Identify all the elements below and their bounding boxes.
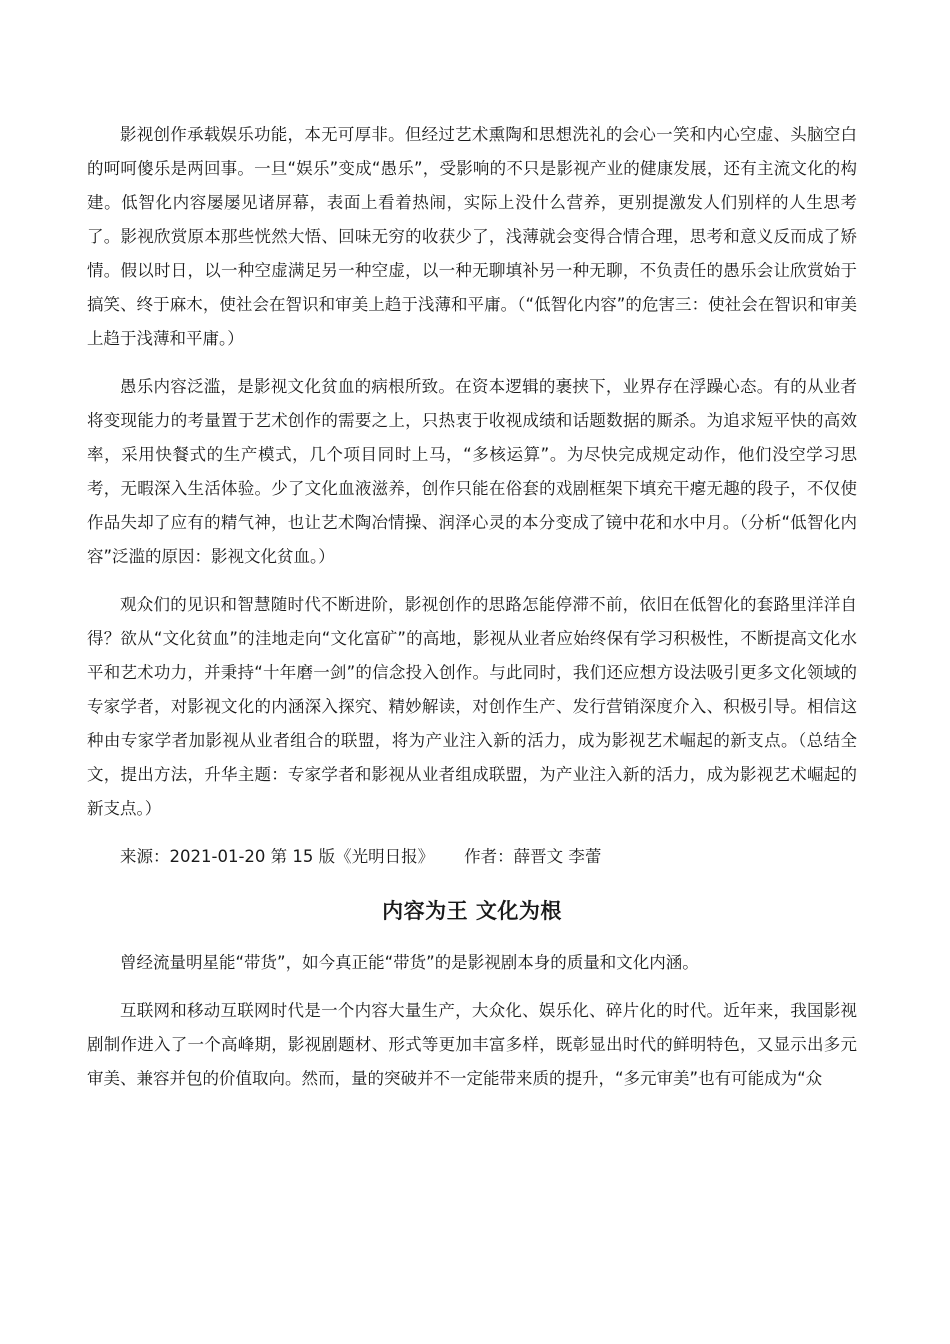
article2-title: 内容为王 文化为根	[382, 899, 562, 923]
article1-paragraph-2: 愚乐内容泛滥，是影视文化贫血的病根所致。在资本逻辑的裹挟下，业界存在浮躁心态。有的从业者将变现能力的考量置于艺术创作的需要之上，只热衷于收视成绩和话题数据的厮杀。为追求短平快的高效率，采用快餐式的生产模式，几个项目同时上马，“多核运算”。为尽快完成规定动作，他们没空学习思考，无暇深入生活体验。少了文化血液滋养，创作只能在俗套的戏剧框架下填充干瘪无趣的段子，不仅使作品失却了应有的精气神，也让艺术陶冶情操、润泽心灵的本分变成了镜中花和水中月。（分析“低智化内容”泛滥的原因：影视文化贫血。）	[87, 377, 857, 566]
article1-paragraph-3: 观众们的见识和智慧随时代不断进阶，影视创作的思路怎能停滞不前，依旧在低智化的套路里洋洋自得？欲从“文化贫血”的洼地走向“文化富矿”的高地，影视从业者应始终保有学习积极性，不断提高文化水平和艺术功力，并秉持“十年磨一剑”的信念投入创作。与此同时，我们还应想方设法吸引更多文化领域的专家学者，对影视文化的内涵深入探究、精妙解读，对创作生产、发行营销深度介入、积极引导。相信这种由专家学者加影视从业者组合的联盟，将为产业注入新的活力，成为影视艺术崛起的新支点。（总结全文，提出方法，升华主题：专家学者和影视从业者组成联盟，为产业注入新的活力，成为影视艺术崛起的新支点。）	[87, 595, 857, 818]
article2-paragraph-2: 互联网和移动互联网时代是一个内容大量生产，大众化、娱乐化、碎片化的时代。近年来，我国影视剧制作进入了一个高峰期，影视剧题材、形式等更加丰富多样，既彰显出时代的鲜明特色，又显示出多元审美、兼容并包的价值取向。然而，量的突破并不一定能带来质的提升，“多元审美”也有可能成为“众	[87, 1001, 857, 1088]
article1-paragraph-1: 影视创作承载娱乐功能，本无可厚非。但经过艺术熏陶和思想洗礼的会心一笑和内心空虚、头脑空白的呵呵傻乐是两回事。一旦“娱乐”变成“愚乐”，受影响的不只是影视产业的健康发展，还有主流文化的构建。低智化内容屡屡见诸屏幕，表面上看着热闹，实际上没什么营养，更别提激发人们别样的人生思考了。影视欣赏原本那些恍然大悟、回味无穷的收获少了，浅薄就会变得合情合理，思考和意义反而成了矫情。假以时日，以一种空虚满足另一种空虚，以一种无聊填补另一种无聊，不负责任的愚乐会让欣赏始于搞笑、终于麻木，使社会在智识和审美上趋于浅薄和平庸。（“低智化内容”的危害三：使社会在智识和审美上趋于浅薄和平庸。）	[87, 125, 857, 348]
article1-source-line	[87, 840, 857, 874]
article2-paragraph-1: 曾经流量明星能“带货”，如今真正能“带货”的是影视剧本身的质量和文化内涵。	[120, 953, 699, 972]
document-page	[87, 118, 857, 1096]
source-text: 来源：2021-01-20 第 15 版《光明日报》	[120, 847, 435, 866]
author-text: 作者：薛晋文 李蕾	[464, 847, 602, 866]
